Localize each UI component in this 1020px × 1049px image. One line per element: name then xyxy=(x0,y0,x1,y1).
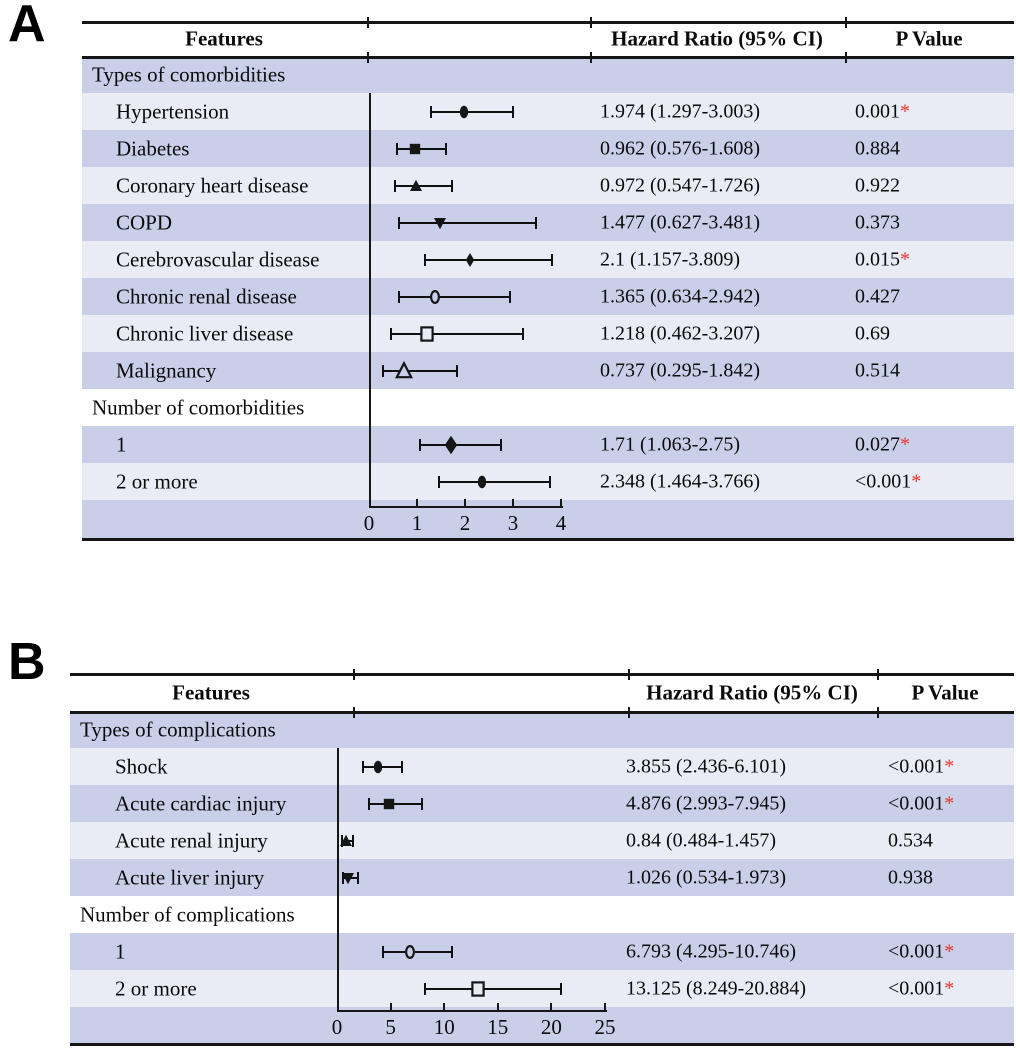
x-axis-tick xyxy=(443,1003,445,1012)
column-divider-tick xyxy=(353,669,355,680)
item-row xyxy=(82,241,1014,278)
p-value-number: <0.001 xyxy=(855,470,912,492)
section-row xyxy=(82,389,1014,426)
row-label: 2 or more xyxy=(116,469,198,493)
row-label: Diabetes xyxy=(116,136,190,160)
error-bar-cap xyxy=(438,476,440,488)
error-bar-cap xyxy=(401,761,403,773)
error-bar xyxy=(439,481,549,483)
row-label: 2 or more xyxy=(115,976,197,1000)
error-bar-cap xyxy=(368,798,370,810)
hazard-ratio-value: 0.84 (0.484-1.457) xyxy=(626,829,776,851)
error-bar-cap xyxy=(451,180,453,192)
significance-asterisk: * xyxy=(900,248,910,270)
error-bar-cap xyxy=(390,328,392,340)
p-value-number: 0.015 xyxy=(855,248,900,270)
p-value-number: 0.534 xyxy=(888,829,933,851)
table-bottom-border xyxy=(82,538,1014,541)
row-label: Acute renal injury xyxy=(115,828,268,852)
p-value xyxy=(855,470,921,493)
col-header-p-value: P Value xyxy=(895,26,963,51)
item-row xyxy=(82,278,1014,315)
row-label: Coronary heart disease xyxy=(116,173,309,197)
hazard-ratio-value: 4.876 (2.993-7.945) xyxy=(626,792,786,814)
item-row xyxy=(70,933,1014,970)
marker-triangle-up-open xyxy=(394,361,414,381)
x-axis-tick-label: 15 xyxy=(487,1015,509,1039)
p-value xyxy=(855,322,890,345)
row-label: Number of complications xyxy=(80,902,295,926)
row-label: Chronic liver disease xyxy=(116,321,294,345)
marker-circle-filled xyxy=(454,102,474,122)
error-bar-cap xyxy=(396,143,398,155)
marker-triangle-up-filled xyxy=(406,176,426,196)
hazard-ratio-value: 2.1 (1.157-3.809) xyxy=(600,248,740,270)
x-axis-tick-label: 0 xyxy=(363,511,375,535)
marker-triangle-up-filled xyxy=(336,831,356,851)
item-row xyxy=(82,204,1014,241)
x-axis-tick-label: 3 xyxy=(507,511,519,535)
row-label: Acute liver injury xyxy=(115,865,265,889)
x-axis-line xyxy=(369,506,563,508)
x-axis-tick-label: 25 xyxy=(594,1015,616,1039)
error-bar xyxy=(425,988,560,990)
error-bar-cap xyxy=(398,217,400,229)
table-top-border xyxy=(70,673,1014,676)
column-divider-tick xyxy=(628,707,630,718)
column-divider-tick xyxy=(877,707,879,718)
p-value-number: 0.69 xyxy=(855,322,890,344)
col-header-hazard-ratio: Hazard Ratio (95% CI) xyxy=(646,680,858,705)
p-value-number: 0.373 xyxy=(855,211,900,233)
p-value xyxy=(855,100,910,123)
p-value xyxy=(855,174,900,197)
error-bar-cap xyxy=(362,761,364,773)
col-header-features: Features xyxy=(185,26,263,51)
item-row xyxy=(70,859,1014,896)
column-divider-tick xyxy=(353,707,355,718)
marker-circle-open xyxy=(425,287,445,307)
p-value xyxy=(855,285,900,308)
row-label: Types of complications xyxy=(80,717,276,741)
p-value xyxy=(888,866,933,889)
hazard-ratio-value: 13.125 (8.249-20.884) xyxy=(626,977,806,999)
marker-square-open xyxy=(468,979,488,999)
p-value-number: <0.001 xyxy=(888,940,945,962)
col-header-hazard-ratio: Hazard Ratio (95% CI) xyxy=(611,26,823,51)
item-row xyxy=(82,167,1014,204)
column-divider-tick xyxy=(845,17,847,28)
column-divider-tick xyxy=(590,52,592,63)
item-row xyxy=(70,785,1014,822)
marker-square-filled xyxy=(405,139,425,159)
error-bar-cap xyxy=(456,365,458,377)
marker-diamond-filled xyxy=(460,250,480,270)
marker-square-open xyxy=(417,324,437,344)
p-value xyxy=(888,940,954,963)
p-value xyxy=(855,211,900,234)
x-axis-tick-label: 1 xyxy=(411,511,423,535)
x-axis-line xyxy=(337,1010,607,1012)
x-axis-tick-label: 5 xyxy=(385,1015,396,1039)
item-row xyxy=(70,970,1014,1007)
p-value-number: 0.027 xyxy=(855,433,900,455)
p-value-number: 0.884 xyxy=(855,137,900,159)
row-label: 1 xyxy=(115,939,126,963)
marker-triangle-down-filled xyxy=(338,868,358,888)
hazard-ratio-value: 0.737 (0.295-1.842) xyxy=(600,359,760,381)
row-label: 1 xyxy=(116,432,127,456)
panel-b-letter: B xyxy=(8,633,46,691)
hazard-ratio-value: 3.855 (2.436-6.101) xyxy=(626,755,786,777)
column-divider-tick xyxy=(590,17,592,28)
hazard-ratio-value: 1.974 (1.297-3.003) xyxy=(600,100,760,122)
x-axis-tick-label: 0 xyxy=(331,1015,343,1039)
error-bar xyxy=(391,333,523,335)
error-bar-cap xyxy=(522,328,524,340)
column-divider-tick xyxy=(367,17,369,28)
section-row xyxy=(70,896,1014,933)
significance-asterisk: * xyxy=(900,100,910,122)
forest-table-b xyxy=(70,673,1014,1047)
p-value xyxy=(888,829,933,852)
x-axis-tick xyxy=(497,1003,499,1012)
error-bar-cap xyxy=(382,365,384,377)
item-row xyxy=(82,130,1014,167)
error-bar-cap xyxy=(500,439,502,451)
significance-asterisk: * xyxy=(944,940,955,962)
p-value xyxy=(855,248,910,271)
error-bar xyxy=(425,259,552,261)
hazard-ratio-value: 1.218 (0.462-3.207) xyxy=(600,322,760,344)
marker-square-filled xyxy=(379,794,399,814)
column-divider-tick xyxy=(367,52,369,63)
x-axis-tick-label: 10 xyxy=(433,1015,455,1039)
error-bar-cap xyxy=(509,291,511,303)
significance-asterisk: * xyxy=(900,433,910,455)
row-label: Shock xyxy=(115,754,168,778)
marker-triangle-down-filled xyxy=(430,213,450,233)
panel-a-letter: A xyxy=(8,0,46,53)
error-bar-cap xyxy=(430,106,432,118)
item-row xyxy=(82,93,1014,130)
x-axis-tick xyxy=(550,1003,552,1012)
p-value-number: 0.514 xyxy=(855,359,900,381)
significance-asterisk: * xyxy=(944,792,955,814)
section-row xyxy=(70,711,1014,748)
error-bar-cap xyxy=(560,983,562,995)
marker-diamond-filled-big xyxy=(441,435,461,455)
x-axis-tick-label: 2 xyxy=(459,511,471,535)
marker-circle-filled xyxy=(368,757,388,777)
marker-circle-open xyxy=(400,942,420,962)
error-bar-cap xyxy=(549,476,551,488)
error-bar-cap xyxy=(419,439,421,451)
hazard-ratio-value: 1.71 (1.063-2.75) xyxy=(600,433,740,455)
error-bar-cap xyxy=(512,106,514,118)
error-bar-cap xyxy=(382,946,384,958)
y-axis-line xyxy=(337,748,339,1012)
hazard-ratio-value: 2.348 (1.464-3.766) xyxy=(600,470,760,492)
error-bar-cap xyxy=(424,983,426,995)
p-value xyxy=(855,137,900,160)
error-bar-cap xyxy=(394,180,396,192)
row-label: Chronic renal disease xyxy=(116,284,297,308)
item-row xyxy=(82,315,1014,352)
col-header-features: Features xyxy=(172,680,250,705)
hazard-ratio-value: 6.793 (4.295-10.746) xyxy=(626,940,796,962)
error-bar-cap xyxy=(535,217,537,229)
item-row xyxy=(82,463,1014,500)
row-label: Acute cardiac injury xyxy=(115,791,287,815)
table-bottom-border xyxy=(70,1043,1014,1046)
column-divider-tick xyxy=(628,669,630,680)
p-value-number: 0.001 xyxy=(855,100,900,122)
error-bar xyxy=(399,296,510,298)
p-value xyxy=(888,755,954,778)
column-divider-tick xyxy=(845,52,847,63)
x-axis-tick xyxy=(390,1003,392,1012)
error-bar-cap xyxy=(421,798,423,810)
item-row xyxy=(82,352,1014,389)
x-axis-tick xyxy=(464,499,466,508)
item-row xyxy=(70,822,1014,859)
x-axis-tick xyxy=(512,499,514,508)
x-axis-tick xyxy=(604,1003,606,1012)
item-row xyxy=(82,426,1014,463)
col-header-p-value: P Value xyxy=(911,680,979,705)
row-label: Number of comorbidities xyxy=(92,395,305,419)
error-bar xyxy=(399,222,536,224)
hazard-ratio-value: 1.477 (0.627-3.481) xyxy=(600,211,760,233)
p-value-number: <0.001 xyxy=(888,792,945,814)
p-value-number: 0.922 xyxy=(855,174,900,196)
table-top-border xyxy=(82,21,1014,24)
x-axis-tick-label: 4 xyxy=(555,511,567,535)
error-bar-cap xyxy=(451,946,453,958)
x-axis-tick-label: 20 xyxy=(540,1015,562,1039)
hazard-ratio-value: 1.026 (0.534-1.973) xyxy=(626,866,786,888)
x-axis-tick xyxy=(560,499,562,508)
item-row xyxy=(70,748,1014,785)
column-divider-tick xyxy=(877,669,879,680)
row-label: Types of comorbidities xyxy=(92,62,286,86)
p-value-number: 0.427 xyxy=(855,285,900,307)
p-value xyxy=(888,977,954,1000)
row-label: Cerebrovascular disease xyxy=(116,247,320,271)
x-axis-tick xyxy=(416,499,418,508)
row-label: Malignancy xyxy=(116,358,217,382)
error-bar-cap xyxy=(551,254,553,266)
p-value xyxy=(855,359,900,382)
header-separator-line xyxy=(82,56,1014,59)
p-value-number: <0.001 xyxy=(888,977,945,999)
hazard-ratio-value: 0.972 (0.547-1.726) xyxy=(600,174,760,196)
hazard-ratio-value: 0.962 (0.576-1.608) xyxy=(600,137,760,159)
p-value xyxy=(888,792,954,815)
hazard-ratio-value: 1.365 (0.634-2.942) xyxy=(600,285,760,307)
p-value-number: <0.001 xyxy=(888,755,945,777)
error-bar-cap xyxy=(424,254,426,266)
significance-asterisk: * xyxy=(911,470,922,492)
header-separator-line xyxy=(70,711,1014,714)
error-bar-cap xyxy=(445,143,447,155)
y-axis-line xyxy=(369,93,371,508)
p-value xyxy=(855,433,910,456)
marker-circle-filled xyxy=(472,472,492,492)
p-value-number: 0.938 xyxy=(888,866,933,888)
row-label: Hypertension xyxy=(116,99,230,123)
significance-asterisk: * xyxy=(944,755,955,777)
error-bar-cap xyxy=(398,291,400,303)
significance-asterisk: * xyxy=(944,977,955,999)
row-label: COPD xyxy=(116,210,173,234)
section-row xyxy=(82,56,1014,93)
forest-table-a xyxy=(82,21,1014,542)
